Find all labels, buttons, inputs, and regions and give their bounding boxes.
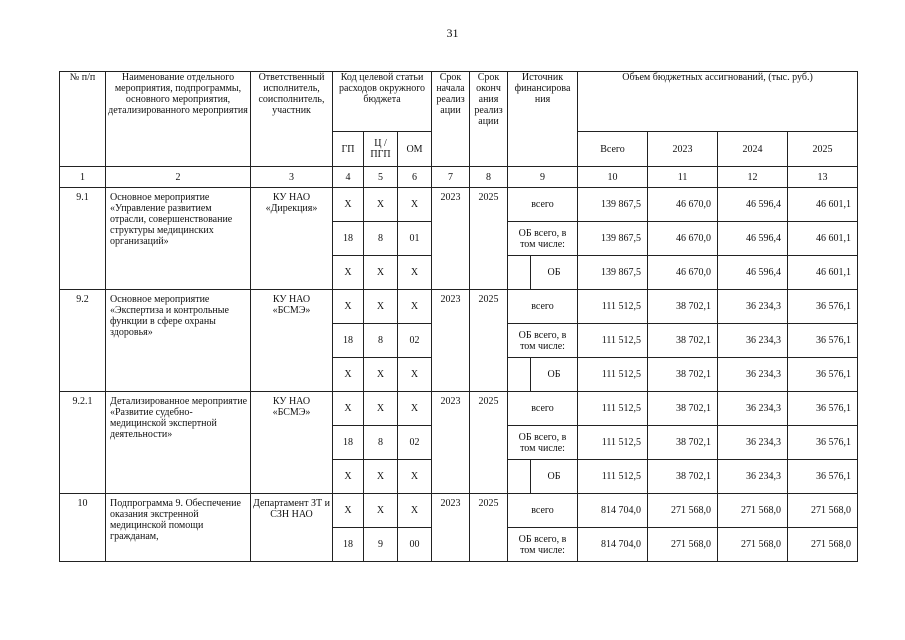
- column-numbers-row: [60, 167, 858, 188]
- funding-source-wrap: [508, 256, 577, 289]
- amount-2024: 36 234,3: [718, 324, 788, 358]
- code-gp: Х: [333, 494, 364, 528]
- code-om: 02: [398, 426, 432, 460]
- amount-total: 111 512,5: [578, 392, 648, 426]
- column-number: 4: [333, 167, 364, 188]
- column-number: 7: [432, 167, 470, 188]
- code-gp: 18: [333, 222, 364, 256]
- code-gp: Х: [333, 358, 364, 392]
- amount-2025: 46 601,1: [788, 222, 858, 256]
- header-source: Источник финансирова ния: [508, 72, 578, 167]
- amount-2023: 271 568,0: [648, 528, 718, 562]
- amount-2024: 46 596,4: [718, 222, 788, 256]
- header-responsible: Ответственный исполнитель, соисполнитель, участник: [251, 72, 333, 167]
- funding-source-label: ОБ: [547, 369, 561, 380]
- funding-source: всего: [508, 494, 578, 528]
- code-cpgp: Х: [364, 460, 398, 494]
- funding-source: [508, 460, 578, 494]
- code-cpgp: 8: [364, 426, 398, 460]
- table-row: [60, 392, 858, 426]
- amount-2025: 36 576,1: [788, 324, 858, 358]
- table-row: [60, 494, 858, 528]
- row-number: 9.1: [60, 188, 106, 290]
- code-cpgp: 8: [364, 222, 398, 256]
- row-name: Подпрограмма 9. Обеспечение оказания экстренной медицинской помощи гражданам,: [106, 494, 251, 562]
- code-om: Х: [398, 494, 432, 528]
- row-start-year: 2023: [432, 392, 470, 494]
- row-end-year: 2025: [470, 392, 508, 494]
- header-2025: 2025: [788, 132, 858, 167]
- column-number: 11: [648, 167, 718, 188]
- row-number: 9.2.1: [60, 392, 106, 494]
- amount-2025: 271 568,0: [788, 494, 858, 528]
- funding-source: ОБ всего, в том числе:: [508, 426, 578, 460]
- header-end: Срок оконч ания реализ ации: [470, 72, 508, 167]
- row-start-year: 2023: [432, 290, 470, 392]
- amount-total: 139 867,5: [578, 188, 648, 222]
- header-total: Всего: [578, 132, 648, 167]
- column-number: 2: [106, 167, 251, 188]
- amount-2025: 36 576,1: [788, 392, 858, 426]
- funding-source-indent: [508, 460, 531, 493]
- funding-source-indent: [508, 256, 531, 289]
- column-number: 6: [398, 167, 432, 188]
- amount-total: 111 512,5: [578, 290, 648, 324]
- code-cpgp: Х: [364, 392, 398, 426]
- header-volume: Объем бюджетных ассигнований, (тыс. руб.): [578, 72, 858, 132]
- funding-source-label: ОБ: [547, 471, 561, 482]
- code-om: 00: [398, 528, 432, 562]
- amount-2023: 271 568,0: [648, 494, 718, 528]
- amount-2023: 38 702,1: [648, 358, 718, 392]
- column-number: 10: [578, 167, 648, 188]
- amount-2024: 36 234,3: [718, 460, 788, 494]
- amount-2025: 36 576,1: [788, 358, 858, 392]
- funding-source-wrap: [508, 460, 577, 493]
- amount-2025: 36 576,1: [788, 426, 858, 460]
- amount-2024: 271 568,0: [718, 528, 788, 562]
- amount-2025: 271 568,0: [788, 528, 858, 562]
- header-name: Наименование отдельного мероприятия, подпрограммы, основного мероприятия, детализированного мероприятия: [106, 72, 251, 167]
- funding-source: [508, 256, 578, 290]
- amount-2024: 36 234,3: [718, 358, 788, 392]
- code-om: Х: [398, 290, 432, 324]
- funding-source: всего: [508, 188, 578, 222]
- amount-2024: 271 568,0: [718, 494, 788, 528]
- amount-2023: 46 670,0: [648, 188, 718, 222]
- funding-source: ОБ всего, в том числе:: [508, 222, 578, 256]
- code-om: Х: [398, 460, 432, 494]
- table-row: [60, 188, 858, 222]
- code-gp: Х: [333, 188, 364, 222]
- column-number: 3: [251, 167, 333, 188]
- row-responsible: Департамент ЗТ и СЗН НАО: [251, 494, 333, 562]
- code-gp: Х: [333, 460, 364, 494]
- page-number: 31: [446, 26, 459, 40]
- amount-total: 139 867,5: [578, 256, 648, 290]
- amount-total: 139 867,5: [578, 222, 648, 256]
- row-end-year: 2025: [470, 494, 508, 562]
- code-cpgp: 8: [364, 324, 398, 358]
- code-gp: Х: [333, 256, 364, 290]
- code-cpgp: Х: [364, 188, 398, 222]
- code-om: Х: [398, 256, 432, 290]
- code-gp: 18: [333, 324, 364, 358]
- code-gp: 18: [333, 426, 364, 460]
- column-number: 13: [788, 167, 858, 188]
- budget-table: [59, 71, 858, 562]
- amount-2025: 36 576,1: [788, 290, 858, 324]
- row-responsible: КУ НАО «Дирекция»: [251, 188, 333, 290]
- amount-total: 111 512,5: [578, 324, 648, 358]
- amount-total: 111 512,5: [578, 426, 648, 460]
- row-start-year: 2023: [432, 494, 470, 562]
- header-code-cpgp: Ц / ПГП: [364, 132, 398, 167]
- code-cpgp: Х: [364, 494, 398, 528]
- row-number: 10: [60, 494, 106, 562]
- code-om: Х: [398, 358, 432, 392]
- code-cpgp: Х: [364, 290, 398, 324]
- row-name: Основное мероприятие «Управление развитием отрасли, совершенствование структуры медицинских организаций»: [106, 188, 251, 290]
- amount-2023: 38 702,1: [648, 426, 718, 460]
- amount-2023: 46 670,0: [648, 256, 718, 290]
- column-number: 5: [364, 167, 398, 188]
- code-cpgp: Х: [364, 256, 398, 290]
- funding-source-label: ОБ: [547, 267, 561, 278]
- funding-source: ОБ всего, в том числе:: [508, 528, 578, 562]
- funding-source-wrap: [508, 358, 577, 391]
- row-name: Основное мероприятие «Экспертиза и контрольные функции в сфере охраны здоровья»: [106, 290, 251, 392]
- code-om: 02: [398, 324, 432, 358]
- amount-2024: 36 234,3: [718, 392, 788, 426]
- code-gp: 18: [333, 528, 364, 562]
- amount-total: 111 512,5: [578, 358, 648, 392]
- amount-2025: 46 601,1: [788, 256, 858, 290]
- amount-2024: 46 596,4: [718, 188, 788, 222]
- header-code-om: ОМ: [398, 132, 432, 167]
- code-om: Х: [398, 188, 432, 222]
- amount-2023: 38 702,1: [648, 324, 718, 358]
- header-2023: 2023: [648, 132, 718, 167]
- amount-total: 111 512,5: [578, 460, 648, 494]
- row-start-year: 2023: [432, 188, 470, 290]
- code-om: Х: [398, 392, 432, 426]
- column-number: 1: [60, 167, 106, 188]
- funding-source: [508, 358, 578, 392]
- table-row: [60, 290, 858, 324]
- header-num: № п/п: [60, 72, 106, 167]
- funding-source: всего: [508, 392, 578, 426]
- row-responsible: КУ НАО «БСМЭ»: [251, 290, 333, 392]
- code-om: 01: [398, 222, 432, 256]
- funding-source-indent: [508, 358, 531, 391]
- row-number: 9.2: [60, 290, 106, 392]
- column-number: 9: [508, 167, 578, 188]
- header-2024: 2024: [718, 132, 788, 167]
- amount-2025: 46 601,1: [788, 188, 858, 222]
- code-gp: Х: [333, 290, 364, 324]
- amount-2023: 38 702,1: [648, 392, 718, 426]
- code-gp: Х: [333, 392, 364, 426]
- code-cpgp: Х: [364, 358, 398, 392]
- amount-2025: 36 576,1: [788, 460, 858, 494]
- column-number: 12: [718, 167, 788, 188]
- row-end-year: 2025: [470, 188, 508, 290]
- amount-total: 814 704,0: [578, 494, 648, 528]
- column-number: 8: [470, 167, 508, 188]
- amount-2023: 38 702,1: [648, 290, 718, 324]
- header-code: Код целевой статьи расходов окружного бюджета: [333, 72, 432, 132]
- header-start: Срок начала реализ ации: [432, 72, 470, 167]
- amount-2024: 36 234,3: [718, 290, 788, 324]
- code-cpgp: 9: [364, 528, 398, 562]
- table-header: [60, 72, 858, 188]
- table-body: [60, 188, 858, 562]
- funding-source: всего: [508, 290, 578, 324]
- row-responsible: КУ НАО «БСМЭ»: [251, 392, 333, 494]
- amount-total: 814 704,0: [578, 528, 648, 562]
- amount-2023: 46 670,0: [648, 222, 718, 256]
- row-name: Детализированное мероприятие «Развитие судебно-медицинской экспертной деятельности»: [106, 392, 251, 494]
- amount-2024: 36 234,3: [718, 426, 788, 460]
- amount-2024: 46 596,4: [718, 256, 788, 290]
- header-code-gp: ГП: [333, 132, 364, 167]
- row-end-year: 2025: [470, 290, 508, 392]
- funding-source: ОБ всего, в том числе:: [508, 324, 578, 358]
- amount-2023: 38 702,1: [648, 460, 718, 494]
